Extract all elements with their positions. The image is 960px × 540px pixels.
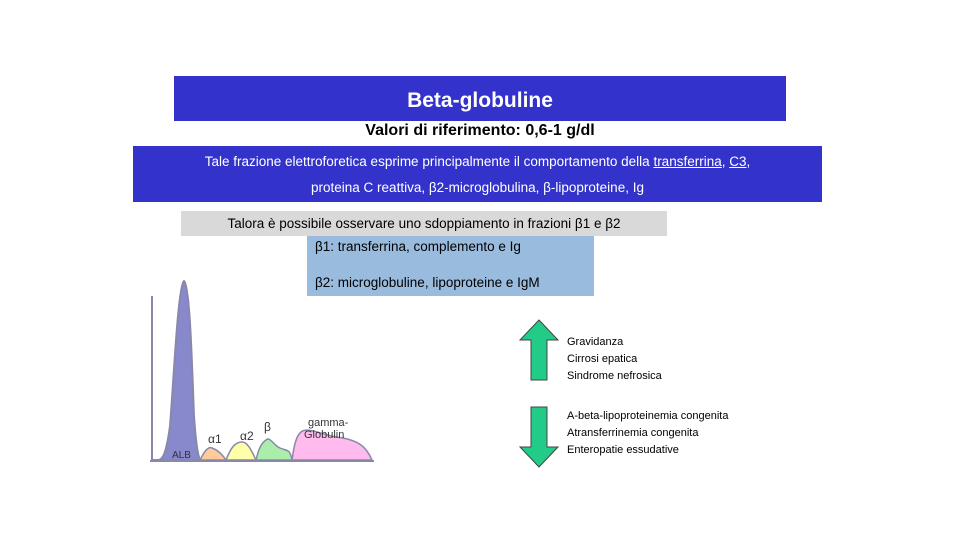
reference-values: Valori di riferimento: 0,6-1 g/dl xyxy=(365,122,595,139)
alpha2-peak xyxy=(226,442,256,460)
alpha1-label: α1 xyxy=(208,432,222,446)
decrease-item: Atransferrinemia congenita xyxy=(567,427,699,439)
increase-list xyxy=(567,334,662,385)
description-separator: , xyxy=(721,154,730,169)
beta1-text: β1: transferrina, complemento e Ig xyxy=(315,239,521,254)
description-box xyxy=(133,146,822,202)
decrease-item: Enteropatie essudative xyxy=(567,444,679,456)
albumin-label: ALB xyxy=(172,450,191,461)
up-arrow-icon xyxy=(518,318,560,382)
c3-link[interactable]: C3 xyxy=(729,154,747,169)
increase-item: Cirrosi epatica xyxy=(567,353,638,365)
decrease-item: A-beta-lipoproteinemia congenita xyxy=(567,410,729,422)
albumin-peak xyxy=(152,281,200,460)
title-bar xyxy=(174,76,786,121)
beta-label: β xyxy=(264,420,271,434)
gamma-label-1: gamma- xyxy=(308,417,349,429)
electrophoresis-graph xyxy=(148,276,388,468)
split-note: Talora è possibile osservare uno sdoppiamento in frazioni β1 e β2 xyxy=(181,211,667,236)
alpha1-peak xyxy=(200,448,226,460)
description-suffix: , xyxy=(746,154,751,169)
increase-item: Gravidanza xyxy=(567,336,624,348)
slide-title: Beta-globuline xyxy=(407,88,553,112)
description-text: Tale frazione elettroforetica esprime principalmente il comportamento della xyxy=(204,154,654,169)
transferrina-link[interactable]: transferrina xyxy=(653,154,722,169)
description-line-1 xyxy=(133,154,822,169)
alpha2-label: α2 xyxy=(240,429,254,443)
decrease-list xyxy=(567,408,728,459)
increase-item: Sindrome nefrosica xyxy=(567,370,662,382)
beta-peak xyxy=(256,439,292,460)
beta2-text: β2: microglobuline, lipoproteine e IgM xyxy=(315,275,540,290)
gamma-label-2: Globulin xyxy=(304,429,345,441)
description-line-2: proteina C reattiva, β2-microglobulina, β-lipoproteine, Ig xyxy=(311,180,644,195)
down-arrow-icon xyxy=(518,405,560,469)
